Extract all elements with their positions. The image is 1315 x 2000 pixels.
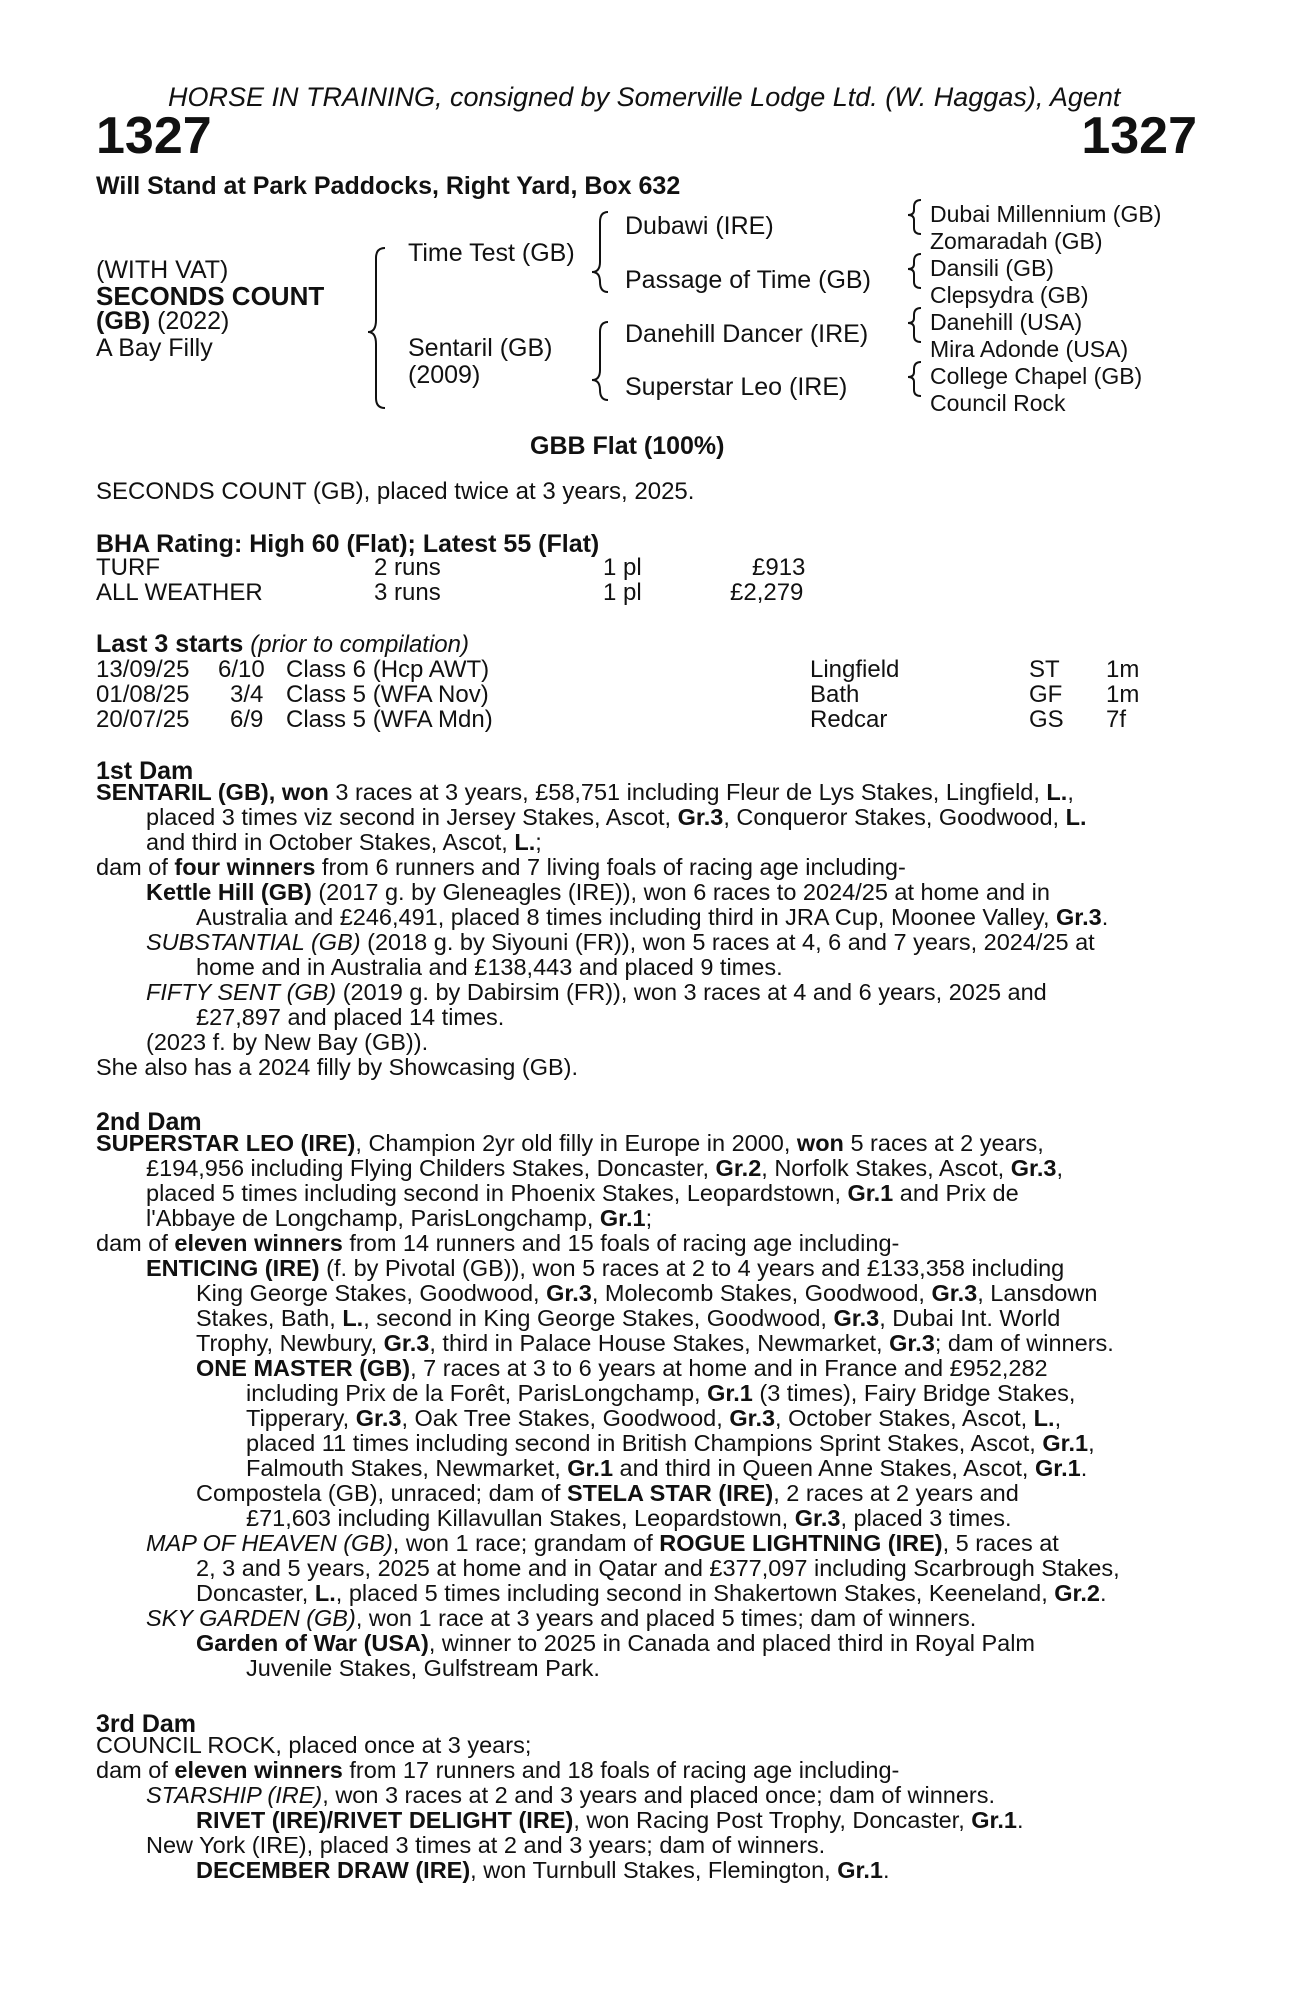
horse-origin: (GB) (96, 307, 151, 335)
perf-placed: 1 pl (603, 579, 642, 606)
text-run: 5 races at 2 years, (843, 1130, 1044, 1156)
pedigree-text-line (146, 1606, 976, 1632)
text-run: , won 1 race; grandam of (392, 1530, 660, 1556)
pedigree-text-line (146, 1181, 1019, 1207)
pedigree-text-line (246, 1381, 1075, 1407)
pedigree-text-line (146, 1156, 1063, 1182)
text-run: £27,897 and placed 14 times. (196, 1004, 505, 1030)
text-run: Gr.1 (567, 1455, 614, 1481)
pedigree-sire-sire: Dubawi (IRE) (625, 212, 774, 240)
perf-runs: 2 runs (374, 554, 441, 581)
perf-surface: ALL WEATHER (96, 579, 263, 606)
pedigree-text-line (196, 1631, 1035, 1657)
text-run: , third in Palace House Stakes, Newmarket, (429, 1330, 890, 1356)
pedigree-gen3-4: Clepsydra (GB) (930, 282, 1089, 308)
text-run: . (1080, 1455, 1088, 1481)
pedigree-text-line (146, 1833, 825, 1859)
text-run: placed 11 times including second in British Champions Sprint Stakes, Ascot, (246, 1430, 1043, 1456)
text-run: SKY GARDEN (GB) (146, 1605, 356, 1631)
text-run: Compostela (GB), unraced; dam of (196, 1480, 567, 1506)
pedigree-dam-year: (2009) (408, 361, 481, 389)
text-run: Gr.3 (383, 1330, 430, 1356)
pedigree-text-line (196, 1808, 1024, 1834)
text-run: from 17 runners and 18 foals of racing age including- (342, 1757, 900, 1783)
text-run: Gr.1 (971, 1807, 1017, 1833)
text-run: (2017 g. by Gleneagles (IRE)), won 6 races to 2024/25 at home and in (311, 879, 1050, 905)
text-run: placed 5 times including second in Phoenix Stakes, Leopardstown, (146, 1180, 848, 1206)
start-course: Redcar (810, 706, 888, 733)
pedigree-text-line (146, 1206, 652, 1232)
text-run: COUNCIL ROCK, placed once at 3 years; (96, 1732, 532, 1758)
start-race: Class 5 (WFA Mdn) (286, 706, 493, 733)
start-date: 13/09/25 (96, 656, 190, 683)
pedigree-sire: Time Test (GB) (408, 239, 575, 267)
text-run: ; dam of winners. (934, 1330, 1114, 1356)
text-run: SUBSTANTIAL (GB) (146, 929, 361, 955)
text-run: , won 3 races at 2 and 3 years and placed once; dam of winners. (322, 1782, 996, 1808)
text-run: , (1067, 779, 1074, 805)
pedigree-text-line (246, 1506, 1012, 1532)
text-run: DECEMBER DRAW (IRE) (196, 1857, 471, 1883)
pedigree-dam-sire: Danehill Dancer (IRE) (625, 320, 869, 348)
perf-prize: £913 (752, 554, 806, 581)
pedigree-text-line (96, 1231, 899, 1257)
text-run: Gr.1 (1042, 1430, 1089, 1456)
pedigree-text-line (146, 805, 1087, 831)
text-run: SENTARIL (GB), won (96, 779, 329, 805)
text-run: Gr.2 (715, 1155, 762, 1181)
pedigree-gen3-6: Mira Adonde (USA) (930, 336, 1129, 362)
text-run: Kettle Hill (GB) (146, 879, 312, 905)
text-run: , (1088, 1430, 1095, 1456)
pedigree-text-line (196, 1281, 1097, 1307)
text-run: . (1100, 1580, 1107, 1606)
text-run: , Champion 2yr old filly in Europe in 2000, (355, 1130, 797, 1156)
text-run: Gr.3 (833, 1305, 880, 1331)
text-run: Gr.2 (1054, 1580, 1100, 1606)
text-run: Gr.1 (599, 1205, 646, 1231)
pedigree-text-line (146, 1783, 995, 1809)
text-run: L. (1065, 804, 1087, 830)
text-run: L. (1033, 1405, 1055, 1431)
text-run: Gr.3 (931, 1280, 978, 1306)
text-run: (f. by Pivotal (GB)), won 5 races at 2 to 4 years and £133,358 including (319, 1255, 1065, 1281)
lot-number-left: 1327 (96, 107, 212, 165)
start-position: 6/9 (230, 706, 264, 733)
pedigree-text-line (96, 780, 1074, 806)
last-starts-note: (prior to compilation) (250, 631, 469, 658)
text-run: , October Stakes, Ascot, (775, 1405, 1034, 1431)
vat-label: (WITH VAT) (96, 256, 229, 284)
horse-year: (2022) (157, 307, 230, 335)
pedigree-text-line (196, 1581, 1107, 1607)
text-run: Gr.1 (847, 1180, 894, 1206)
text-run: , second in King George Stakes, Goodwood, (363, 1305, 834, 1331)
text-run: , Oak Tree Stakes, Goodwood, (401, 1405, 730, 1431)
start-date: 01/08/25 (96, 681, 190, 708)
text-run: home and in Australia and £138,443 and placed 9 times. (196, 954, 783, 980)
pedigree-text-line (196, 905, 1108, 931)
text-run: Stakes, Bath, (196, 1305, 343, 1331)
text-run: Gr.1 (707, 1380, 753, 1406)
text-run: L. (342, 1305, 364, 1331)
text-run: STARSHIP (IRE) (146, 1782, 323, 1808)
text-run: eleven winners (174, 1230, 343, 1256)
text-run: ENTICING (IRE) (146, 1255, 320, 1281)
text-run: , (1056, 1155, 1064, 1181)
text-run: Tipperary, (246, 1405, 356, 1431)
text-run: and third in Queen Anne Stakes, Ascot, (613, 1455, 1035, 1481)
text-run: Australia and £246,491, placed 8 times including third in JRA Cup, Moonee Valley, (196, 904, 1056, 930)
first-dam-heading: 1st Dam (96, 757, 194, 785)
text-run: 2, 3 and 5 years, 2025 at home and in Qatar and £377,097 including Scarbrough Stakes, (196, 1555, 1120, 1581)
text-run: Falmouth Stakes, Newmarket, (246, 1455, 568, 1481)
text-run: , placed 3 times. (840, 1505, 1012, 1531)
pedigree-text-line (146, 1256, 1064, 1282)
text-run: , Lansdown (977, 1280, 1098, 1306)
text-run: , 7 races at 3 to 6 years at home and in France and £952,282 (410, 1355, 1048, 1381)
text-run: £194,956 including Flying Childers Stakes, Doncaster, (146, 1155, 716, 1181)
pedigree-gen3-1: Dubai Millennium (GB) (930, 201, 1162, 227)
text-run: , Norfolk Stakes, Ascot, (761, 1155, 1011, 1181)
pedigree-text-line (146, 1030, 428, 1056)
stand-location: Will Stand at Park Paddocks, Right Yard, Box 632 (96, 172, 681, 200)
text-run: (2018 g. by Siyouni (FR)), won 5 races at 4, 6 and 7 years, 2024/25 at (360, 929, 1095, 955)
pedigree-text-line (196, 1331, 1114, 1357)
text-run: (2019 g. by Dabirsim (FR)), won 3 races at 4 and 6 years, 2025 and (336, 979, 1047, 1005)
bha-rating: BHA Rating: High 60 (Flat); Latest 55 (Flat) (96, 530, 600, 558)
text-run: Gr.1 (837, 1857, 883, 1883)
pedigree-text-line (196, 1005, 504, 1031)
text-run: Gr.3 (1010, 1155, 1057, 1181)
text-run: FIFTY SENT (GB) (146, 979, 337, 1005)
text-run: L. (314, 1580, 336, 1606)
pedigree-dam: Sentaril (GB) (408, 334, 553, 362)
horse-description: A Bay Filly (96, 334, 213, 362)
pedigree-text-line (246, 1456, 1087, 1482)
text-run: from 6 runners and 7 living foals of racing age including- (315, 854, 906, 880)
perf-prize: £2,279 (730, 579, 804, 606)
pedigree-text-line (96, 1758, 899, 1784)
text-run: dam of (96, 854, 175, 880)
text-run: placed 3 times viz second in Jersey Stakes, Ascot, (146, 804, 678, 830)
text-run: Gr.3 (355, 1405, 402, 1431)
text-run: dam of (96, 1230, 175, 1256)
horse-summary: SECONDS COUNT (GB), placed twice at 3 years, 2025. (96, 478, 695, 505)
text-run: , (1054, 1405, 1062, 1431)
text-run: £71,603 including Killavullan Stakes, Leopardstown, (246, 1505, 795, 1531)
pedigree-sire-dam: Passage of Time (GB) (625, 266, 871, 294)
perf-surface: TURF (96, 554, 160, 581)
text-run: ; (535, 829, 542, 855)
text-run: ; (645, 1205, 653, 1231)
text-run: , placed 5 times including second in Shakertown Stakes, Keeneland, (335, 1580, 1055, 1606)
pedigree-text-line (246, 1406, 1061, 1432)
text-run: and Prix de (893, 1180, 1019, 1206)
start-race: Class 5 (WFA Nov) (286, 681, 489, 708)
pedigree-gen3-2: Zomaradah (GB) (930, 228, 1103, 254)
pedigree-gen3-3: Dansili (GB) (930, 255, 1054, 281)
text-run: ONE MASTER (GB) (196, 1355, 411, 1381)
text-run: l'Abbaye de Longchamp, ParisLongchamp, (146, 1205, 600, 1231)
horse-name: SECONDS COUNT (96, 281, 325, 311)
text-run: , 5 races at (942, 1530, 1059, 1556)
text-run: ROGUE LIGHTNING (IRE) (659, 1530, 943, 1556)
text-run: won (796, 1130, 844, 1156)
text-run: L. (1046, 779, 1068, 805)
text-run: Garden of War (USA) (196, 1630, 429, 1656)
text-run: RIVET (IRE)/RIVET DELIGHT (IRE) (196, 1807, 574, 1833)
perf-placed: 1 pl (603, 554, 642, 581)
pedigree-text-line (96, 1055, 578, 1081)
pedigree-text-line (146, 1531, 1059, 1557)
text-run: four winners (174, 854, 316, 880)
third-dam-heading: 3rd Dam (96, 1710, 197, 1738)
text-run: Trophy, Newbury, (196, 1330, 384, 1356)
text-run: New York (IRE), placed 3 times at 2 and 3 years; dam of winners. (146, 1832, 826, 1858)
text-run: Gr.3 (1056, 904, 1102, 930)
text-run: and third in October Stakes, Ascot, (146, 829, 515, 855)
pedigree-text-line (96, 855, 906, 881)
text-run: , 2 races at 2 years and (773, 1480, 1019, 1506)
text-run: including Prix de la Forêt, ParisLongchamp, (246, 1380, 708, 1406)
text-run: , won 1 race at 3 years and placed 5 times; dam of winners. (355, 1605, 977, 1631)
start-course: Bath (810, 681, 860, 708)
text-run: SUPERSTAR LEO (IRE) (96, 1130, 356, 1156)
lot-number-right: 1327 (1081, 107, 1197, 165)
pedigree-text-line (246, 1431, 1095, 1457)
start-course: Lingfield (810, 656, 900, 683)
text-run: MAP OF HEAVEN (GB) (146, 1530, 393, 1556)
text-run: , Dubai Int. World (879, 1305, 1061, 1331)
pedigree-text-line (96, 1131, 1044, 1157)
text-run: from 14 runners and 15 foals of racing age including- (342, 1230, 900, 1256)
text-run: , winner to 2025 in Canada and placed third in Royal Palm (428, 1630, 1035, 1656)
start-position: 6/10 (218, 656, 265, 683)
start-distance: 1m (1106, 681, 1140, 708)
text-run: Gr.3 (889, 1330, 935, 1356)
text-run: Gr.3 (546, 1280, 592, 1306)
pedigree-gen3-5: Danehill (USA) (930, 309, 1083, 335)
start-going: GF (1029, 681, 1063, 708)
start-going: ST (1029, 656, 1060, 683)
text-run: dam of (96, 1757, 175, 1783)
text-run: Gr.3 (794, 1505, 841, 1531)
text-run: Gr.1 (1034, 1455, 1081, 1481)
text-run: 3 races at 3 years, £58,751 including Fleur de Lys Stakes, Lingfield, (328, 779, 1047, 805)
last-starts-heading: Last 3 starts (96, 630, 244, 658)
pedigree-text-line (196, 1356, 1048, 1382)
text-run: She also has a 2024 filly by Showcasing (GB). (96, 1054, 579, 1080)
start-position: 3/4 (230, 681, 264, 708)
pedigree-text-line (146, 830, 542, 856)
text-run: , won Racing Post Trophy, Doncaster, (573, 1807, 972, 1833)
start-going: GS (1029, 706, 1064, 733)
text-run: Juvenile Stakes, Gulfstream Park. (246, 1655, 600, 1681)
pedigree-text-line (246, 1656, 600, 1682)
pedigree-text-line (196, 1306, 1060, 1332)
pedigree-text-line (146, 930, 1095, 956)
start-date: 20/07/25 (96, 706, 190, 733)
consignment-line: HORSE IN TRAINING, consigned by Somerville Lodge Ltd. (W. Haggas), Agent (168, 82, 1121, 112)
pedigree-gen3-8: Council Rock (930, 390, 1066, 416)
text-run: King George Stakes, Goodwood, (196, 1280, 547, 1306)
pedigree-text-line (196, 1556, 1120, 1582)
text-run: eleven winners (174, 1757, 343, 1783)
text-run: L. (514, 829, 536, 855)
text-run: Doncaster, (196, 1580, 315, 1606)
pedigree-gen3-7: College Chapel (GB) (930, 363, 1143, 389)
text-run: Gr.3 (677, 804, 724, 830)
pedigree-text-line (196, 1481, 1019, 1507)
text-run: STELA STAR (IRE) (566, 1480, 774, 1506)
pedigree-text-line (96, 1733, 531, 1759)
start-distance: 7f (1106, 706, 1127, 733)
text-run: . (1017, 1807, 1024, 1833)
text-run: , Conqueror Stakes, Goodwood, (723, 804, 1066, 830)
pedigree-text-line (196, 1858, 889, 1884)
start-race: Class 6 (Hcp AWT) (286, 656, 490, 683)
text-run: . (1101, 904, 1109, 930)
gbb-status: GBB Flat (100%) (530, 432, 725, 460)
text-run: (3 times), Fairy Bridge Stakes, (752, 1380, 1076, 1406)
start-distance: 1m (1106, 656, 1140, 683)
pedigree-text-line (146, 880, 1050, 906)
text-run: . (882, 1857, 890, 1883)
second-dam-heading: 2nd Dam (96, 1108, 202, 1136)
text-run: Gr.3 (729, 1405, 776, 1431)
perf-runs: 3 runs (374, 579, 441, 606)
pedigree-text-line (146, 980, 1047, 1006)
text-run: , Molecomb Stakes, Goodwood, (591, 1280, 932, 1306)
pedigree-text-line (196, 955, 783, 981)
pedigree-dam-dam: Superstar Leo (IRE) (625, 373, 848, 401)
text-run: (2023 f. by New Bay (GB)). (146, 1029, 429, 1055)
text-run: , won Turnbull Stakes, Flemington, (470, 1857, 838, 1883)
